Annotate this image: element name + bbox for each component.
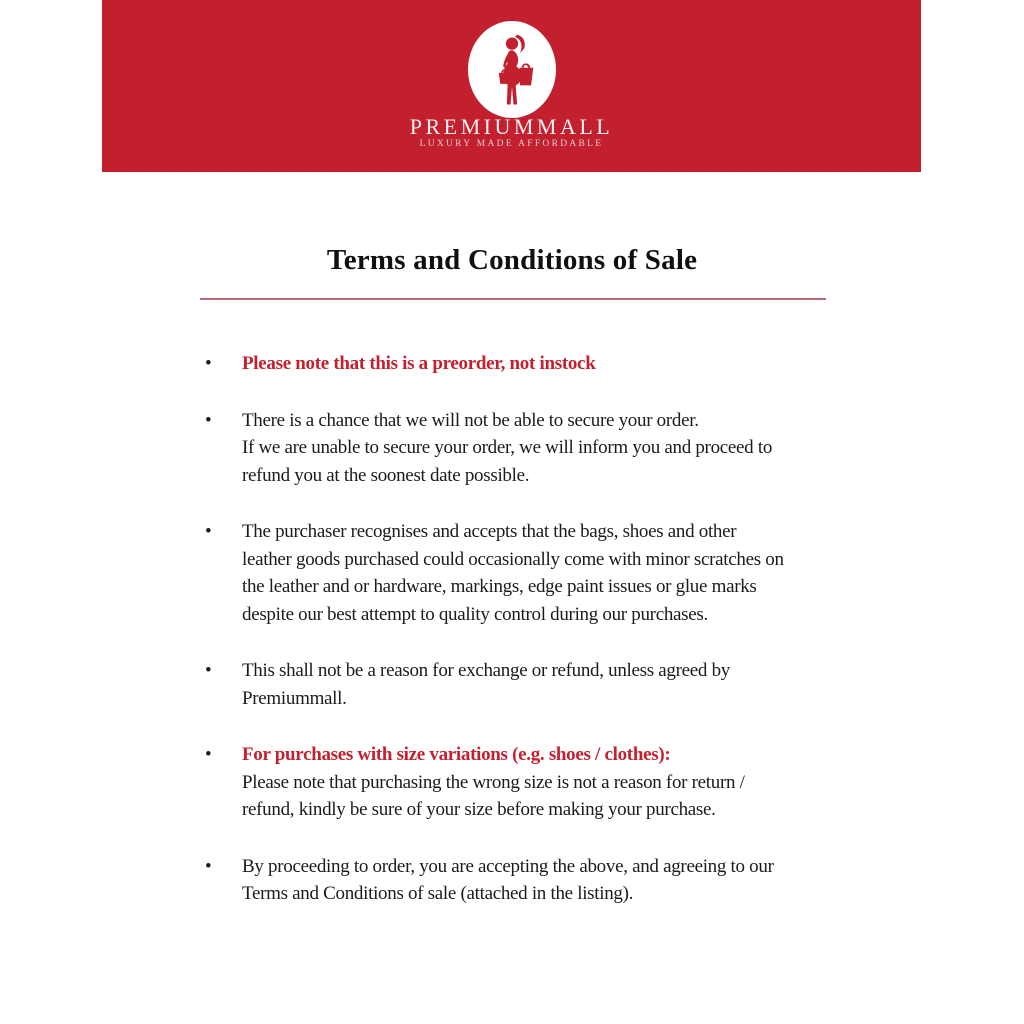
list-item [205, 518, 784, 628]
term-line: the leather and or hardware, markings, edge paint issues or glue marks [242, 576, 757, 597]
term-line: This shall not be a reason for exchange or refund, unless agreed by [242, 660, 730, 681]
term-line: Please note that purchasing the wrong size is not a reason for return / [242, 771, 745, 793]
bullet-marker: • [205, 409, 212, 431]
brand-tagline: LUXURY MADE AFFORDABLE [419, 139, 604, 149]
term-line: The purchaser recognises and accepts that the bags, shoes and other [242, 521, 737, 542]
brand-name: PREMIUMMALL [409, 114, 614, 139]
brand-header [102, 0, 921, 172]
brand-logo [468, 21, 556, 118]
term-line: Please note that this is a preorder, not instock [242, 353, 596, 374]
term-line: By proceeding to order, you are accepting the above, and agreeing to our [242, 855, 774, 877]
term-line: refund, kindly be sure of your size before making your purchase. [242, 799, 716, 820]
term-line: leather goods purchased could occasionally come with minor scratches on [242, 548, 784, 570]
list-item [205, 350, 784, 378]
bullet-marker: • [205, 660, 212, 681]
woman-shopper-icon [479, 26, 545, 114]
term-line: despite our best attempt to quality control during our purchases. [242, 603, 708, 625]
list-item [205, 407, 784, 490]
title-underline [200, 298, 826, 300]
term-line: If we are unable to secure your order, we will inform you and proceed to [242, 437, 773, 458]
term-line: Premiummall. [242, 687, 347, 709]
list-item [205, 657, 784, 712]
terms-list [205, 350, 784, 937]
page-title: Terms and Conditions of Sale [326, 244, 698, 276]
bullet-marker: • [205, 744, 212, 765]
term-line: There is a chance that we will not be able to secure your order. [242, 409, 699, 431]
term-line: refund you at the soonest date possible. [242, 464, 530, 486]
list-item [205, 741, 784, 824]
list-item [205, 853, 784, 908]
term-line: For purchases with size variations (e.g. shoes / clothes): [242, 744, 671, 765]
bullet-marker: • [205, 855, 212, 877]
term-line: Terms and Conditions of sale (attached in the listing). [242, 883, 634, 904]
bullet-marker: • [205, 353, 212, 374]
bullet-marker: • [205, 521, 212, 542]
